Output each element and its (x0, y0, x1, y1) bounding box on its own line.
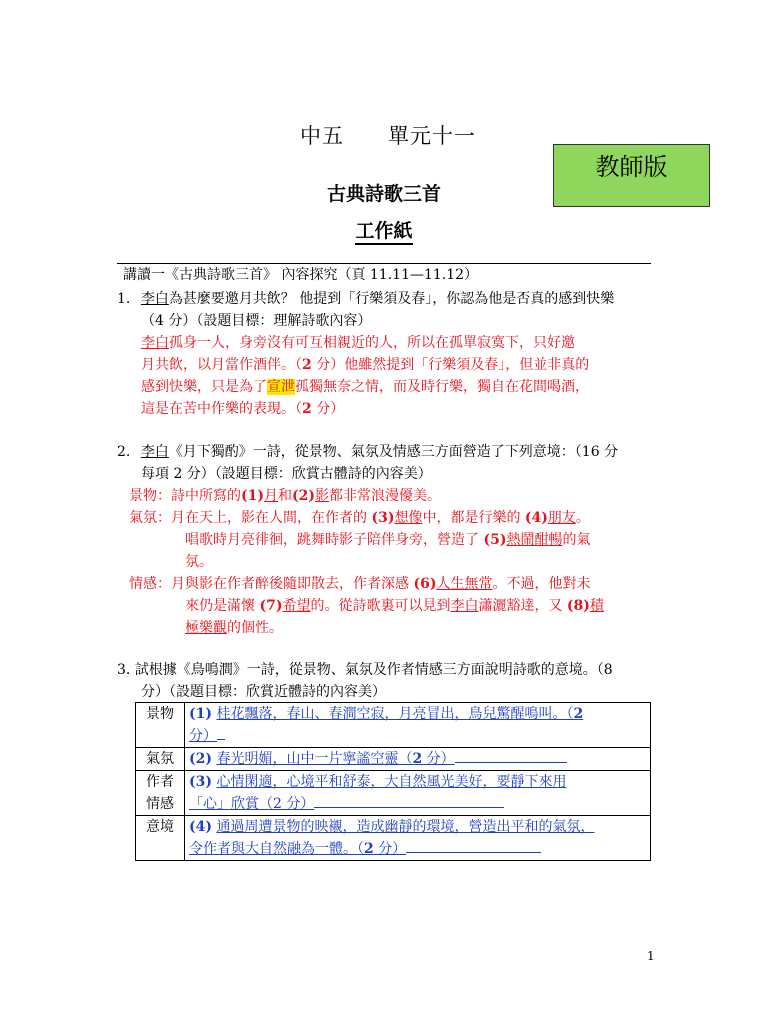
grade-label: 中五 (300, 124, 344, 148)
q2-line1: 2. 李白《月下獨酌》一詩，從景物、氣氛及情感三方面營造了下列意境：（16 分 (117, 444, 619, 460)
q1-line1: 1. 李白為甚麼要邀月共飲？ 他提到「行樂須及春」，你認為他是否真的感到快樂 (117, 291, 615, 307)
row-label: 景物 (136, 703, 185, 748)
q2-emotion-line2: 來仍是滿懷 (7)希望的。從詩歌裏可以見到李白瀟灑豁達，又 (8)積 (185, 598, 604, 614)
q3-line1: 3. 試根據《鳥鳴澗》一詩，從景物、氣氛及作者情感三方面說明詩歌的意境。（8 (117, 662, 613, 678)
q1-answer-line4: 這是在苦中作樂的表現。（2 分） (141, 401, 345, 417)
highlighted-word: 宣泄 (267, 379, 295, 395)
q2-emotion-line1: 情感：月與影在作者醉後隨即散去，作者深感 (6)人生無常。不過，他對未 (129, 576, 591, 592)
q2-line2: 每項 2 分）（設題目標：欣賞古體詩的內容美） (141, 466, 432, 482)
unit-label: 單元十一 (388, 124, 476, 148)
row-answer: (1) 桂花飄落，春山、春澗空寂，月亮冒出，鳥兒驚醒鳴叫。（2 分） (185, 703, 651, 748)
page-number: 1 (647, 949, 655, 963)
q3-line2: 分）（設題目標：欣賞近體詩的內容美） (141, 684, 386, 700)
row-answer: (2) 春光明媚，山中一片寧謐空靈（2 分） (185, 748, 651, 771)
table-row (136, 771, 651, 816)
row-answer: (4) 通過周遭景物的映襯，造成幽靜的環境，營造出平和的氣氛， 令作者與大自然融為一體。（2 分） (185, 816, 651, 861)
q1-answer-line1: 李白孤身一人，身旁沒有可互相親近的人，所以在孤單寂寞下，只好邀 (141, 335, 575, 351)
row-label: 氣氛 (136, 748, 185, 771)
teacher-version-badge: 教師版 (553, 144, 710, 207)
q1-answer-line2: 月共飲，以月當作酒伴。（2 分）他雖然提到「行樂須及春」，但並非真的 (141, 357, 590, 373)
page-subtitle: 工作紙 (0, 216, 768, 243)
row-label: 意境 (136, 816, 185, 861)
page-title: 古典詩歌三首 (326, 183, 441, 205)
table-row (136, 816, 651, 861)
q2-mood-line1: 氣氛：月在天上，影在人間，在作者的 (3)想像中，都是行樂的 (4)朋友。 (129, 510, 590, 526)
row-answer: (3) 心情閑適，心境平和舒泰，大自然風光美好，要靜下來用 「心」欣賞（2 分） (185, 771, 651, 816)
q2-emotion-line3: 極樂觀的個性。 (185, 620, 283, 636)
row-label: 作者 情感 (136, 771, 185, 816)
q2-mood-line2: 唱歌時月亮徘徊，跳舞時影子陪伴身旁，營造了 (5)熱鬧酣暢的氣 (185, 532, 591, 548)
table-row (136, 748, 651, 771)
q1-line2: （4 分）（設題目標：理解詩歌內容） (141, 313, 372, 329)
table-row (136, 703, 651, 748)
q1-answer-line3: 感到快樂，只是為了宣泄孤獨無奈之情，而及時行樂，獨自在花間喝酒， (141, 379, 589, 395)
q3-answer-table (135, 702, 651, 861)
q2-scene: 景物：詩中所寫的(1)月和(2)影都非常浪漫優美。 (129, 488, 441, 504)
q2-mood-line3: 氛。 (185, 554, 213, 570)
section-heading: 講讀一《古典詩歌三首》 內容探究（頁 11.11—11.12） (123, 267, 479, 283)
